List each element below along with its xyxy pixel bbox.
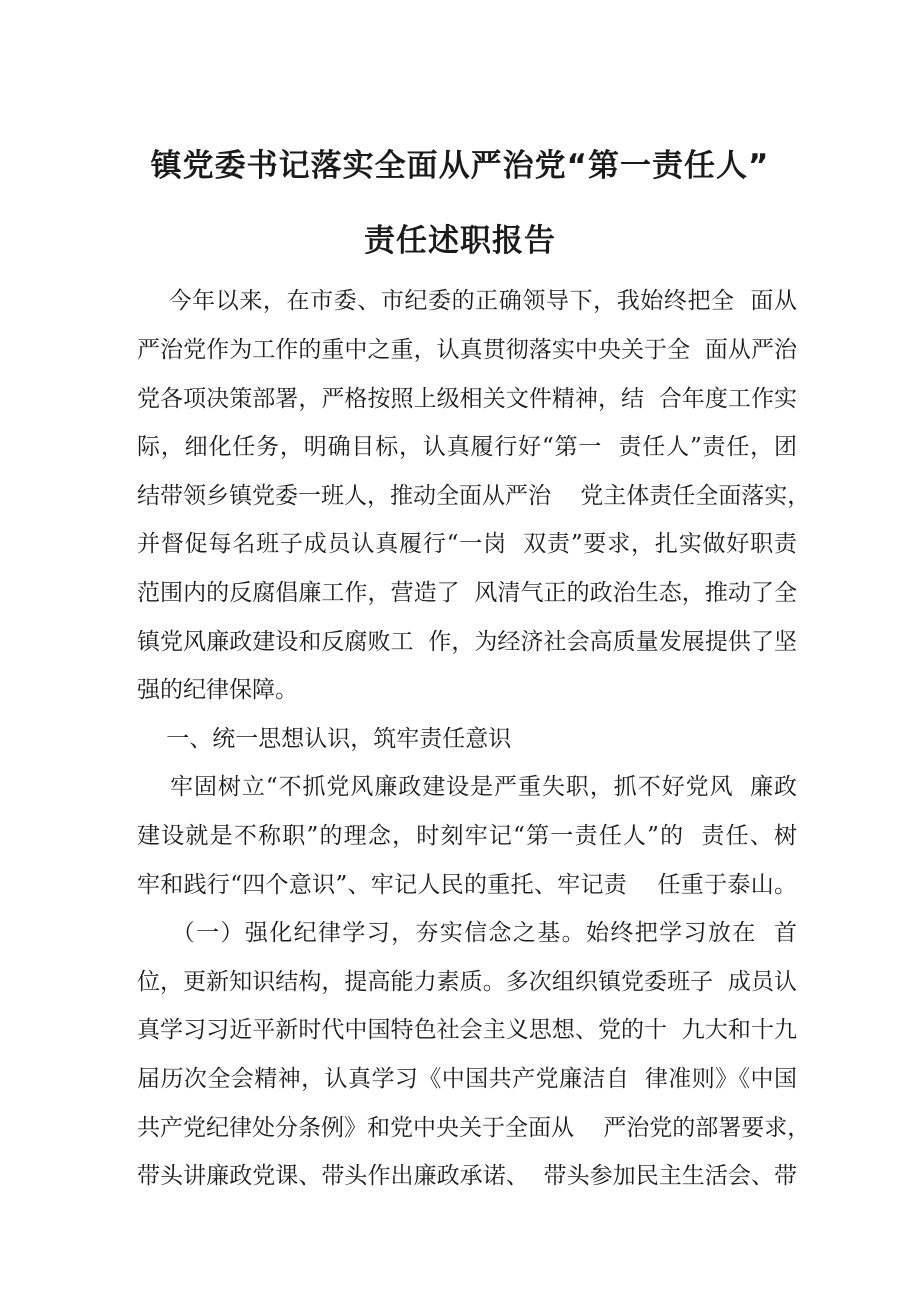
body-line: 结带领乡镇党委一班人，推动全面从严治 党主体责任全面落实， <box>137 483 811 509</box>
body-line: 并督促每名班子成员认真履行“一岗 双责”要求，扎实做好职责 <box>137 531 797 557</box>
section-heading: 一、统一思想认识，筑牢责任意识 <box>137 726 512 752</box>
body-line: 严治党作为工作的重中之重，认真贯彻落实中央关于全 面从严治 <box>137 337 797 363</box>
body-line: 带头讲廉政党课、带头作出廉政承诺、 带头参加民主生活会、带 <box>137 1163 797 1189</box>
body-line: 镇党风廉政建设和反腐败工 作，为经济社会高质量发展提供了坚 <box>137 629 797 655</box>
body-line: 党各项决策部署，严格按照上级相关文件精神，结 合年度工作实 <box>137 386 797 412</box>
body-line: 位，更新知识结构，提高能力素质。多次组织镇党委班子 成员认 <box>137 969 797 995</box>
body-line: 届历次全会精神，认真学习《中国共产党廉洁自 律准则》《中国 <box>137 1066 797 1092</box>
subsection-line: （一）强化纪律学习，夯实信念之基。始终把学习放在 首 <box>137 920 797 946</box>
body-line: 范围内的反腐倡廉工作，营造了 风清气正的政治生态，推动了全 <box>137 580 797 606</box>
document-title-line-1: 镇党委书记落实全面从严治党“第一责任人” <box>150 148 770 184</box>
body-line: 牢和践行“四个意识”、牢记人民的重托、牢记责 任重于泰山。 <box>137 872 797 898</box>
body-line: 今年以来，在市委、市纪委的正确领导下，我始终把全 面从 <box>137 288 797 314</box>
body-line: 真学习习近平新时代中国特色社会主义思想、党的十 九大和十九 <box>137 1017 797 1043</box>
body-line: 际，细化任务，明确目标，认真履行好“第一 责任人”责任，团 <box>137 434 797 460</box>
document-title-line-2: 责任述职报告 <box>364 223 556 259</box>
body-line: 牢固树立“不抓党风廉政建设是严重失职，抓不好党风 廉政 <box>137 774 797 800</box>
body-line: 建设就是不称职”的理念，时刻牢记“第一责任人”的 责任、树 <box>137 823 797 849</box>
body-line: 共产党纪律处分条例》和党中央关于全面从 严治党的部署要求， <box>137 1115 811 1141</box>
body-line: 强的纪律保障。 <box>137 677 298 703</box>
